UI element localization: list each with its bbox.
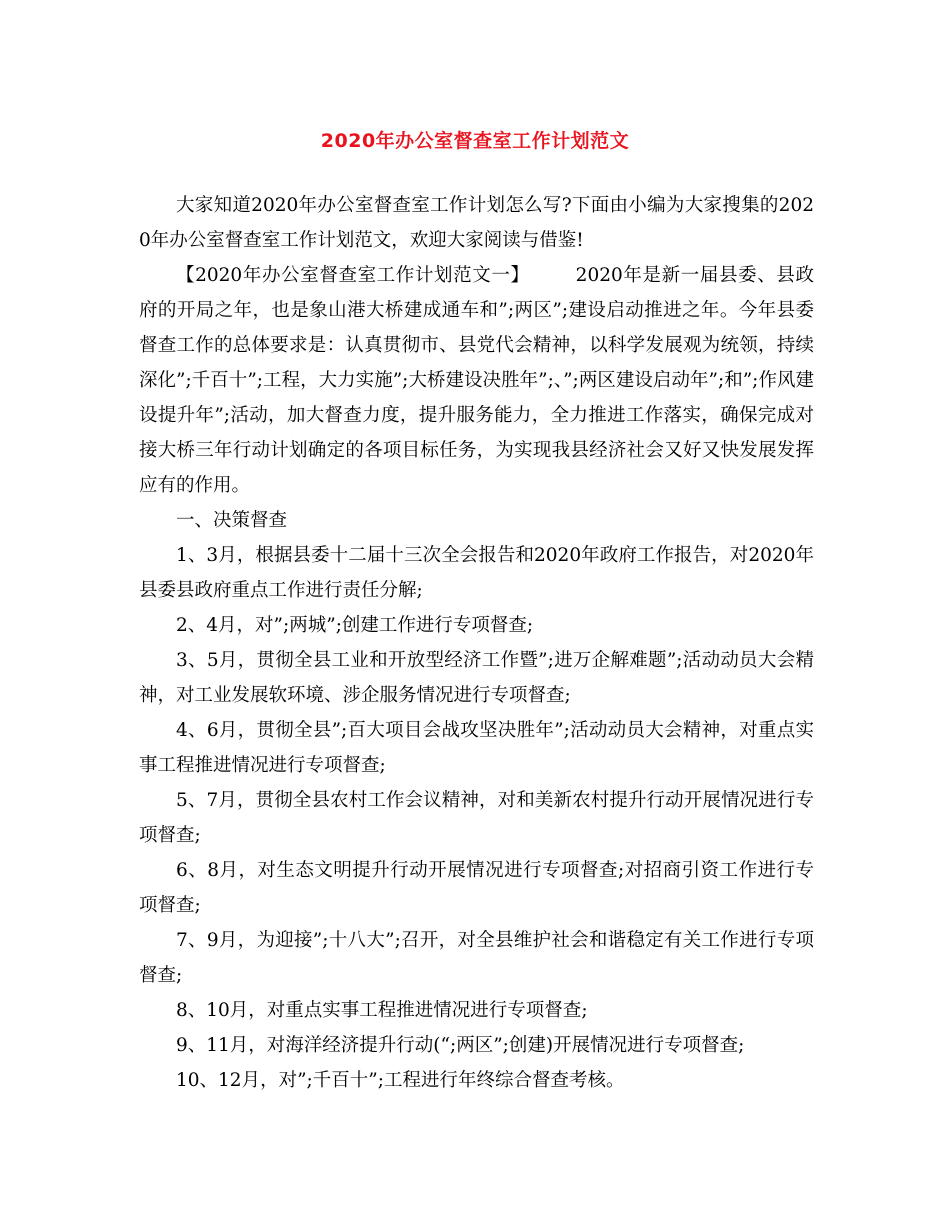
list-item: 4、6月，贯彻全县”;百大项目会战攻坚决胜年”;活动动员大会精神，对重点实事工程推进情况进行专项督查;: [139, 720, 814, 776]
overview-paragraph: [139, 258, 814, 503]
list-item: 1、3月，根据县委十二届十三次全会报告和2020年政府工作报告，对2020年县委县政府重点工作进行责任分解;: [139, 545, 814, 601]
intro-paragraph: 大家知道2020年办公室督查室工作计划怎么写?下面由小编为大家搜集的2020年办公室督查室工作计划范文，欢迎大家阅读与借鉴!: [139, 195, 814, 251]
section-heading: 【2020年办公室督查室工作计划范文一】: [176, 265, 530, 286]
list-item: 9、11月，对海洋经济提升行动(“;两区”;创建)开展情况进行专项督查;: [176, 1035, 745, 1056]
list-item: 6、8月，对生态文明提升行动开展情况进行专项督查;对招商引资工作进行专项督查;: [139, 860, 814, 916]
list-item: 8、10月，对重点实事工程推进情况进行专项督查;: [176, 1000, 588, 1021]
document-title: 2020年办公室督查室工作计划范文: [320, 130, 630, 152]
list-item: 3、5月，贯彻全县工业和开放型经济工作暨”;进万企解难题”;活动动员大会精神，对工业发展软环境、涉企服务情况进行专项督查;: [139, 650, 814, 706]
subheading-decision-supervision: 一、决策督查: [176, 510, 288, 531]
document-body: [139, 188, 814, 1098]
list-item: 5、7月，贯彻全县农村工作会议精神，对和美新农村提升行动开展情况进行专项督查;: [139, 790, 814, 846]
overview-text: 2020年是新一届县委、县政府的开局之年，也是象山港大桥建成通车和”;两区”;建设启动推进之年。今年县委督查工作的总体要求是：认真贯彻市、县党代会精神，以科学发展观为统领，持续深化”;千百十”;工程，大力实施”;大桥建设决胜年”;、”;两区建设启动年”;和”;作风建设提升年”;活动，加大督查力度，提升服务能力，全力推进工作落实，确保完成对接大桥三年行动计划确定的各项目标任务，为实现我县经济社会又好又快发展发挥应有的作用。: [139, 265, 814, 496]
list-item: 7、9月，为迎接”;十八大”;召开，对全县维护社会和谐稳定有关工作进行专项督查;: [139, 930, 814, 986]
list-item: 10、12月，对”;千百十”;工程进行年终综合督查考核。: [176, 1070, 625, 1091]
list-item: 2、4月，对”;两城”;创建工作进行专项督查;: [176, 615, 534, 636]
